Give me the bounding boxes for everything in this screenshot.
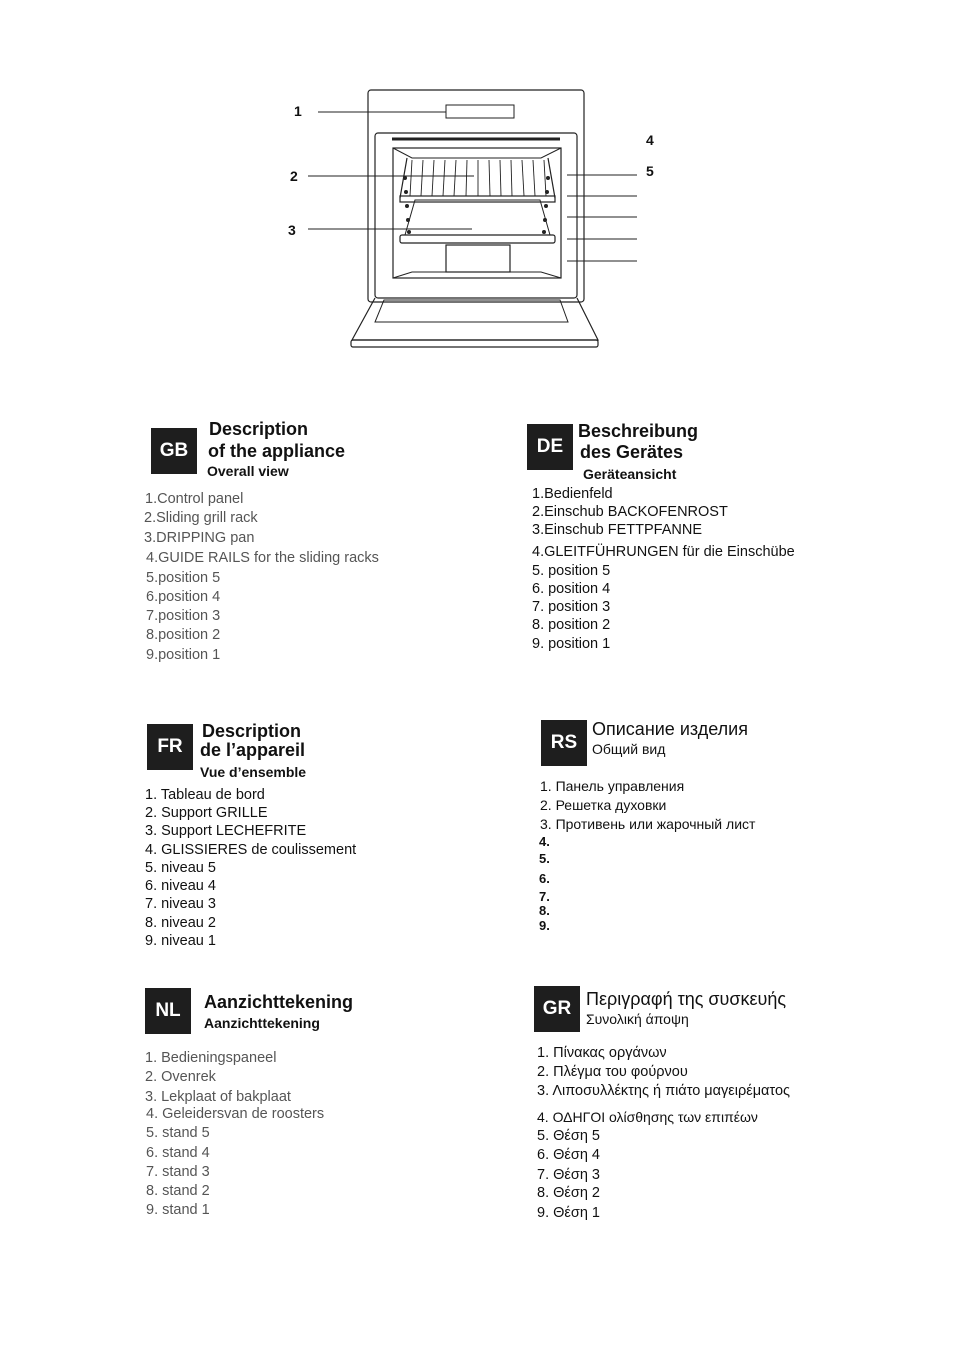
callout-2: 2 <box>290 168 298 184</box>
list-item: 9. niveau 1 <box>145 933 216 949</box>
list-item: 9.position 1 <box>146 647 221 663</box>
list-item: 2. Решетка духовки <box>540 797 667 813</box>
fr-subtitle: Vue d’ensemble <box>200 764 307 780</box>
list-item: 1. Πίνακας οργάνων <box>537 1045 667 1061</box>
list-item: 3. Lekplaat of bakplaat <box>145 1089 291 1105</box>
language-badge-de: DE <box>527 424 573 470</box>
language-badge-rs: RS <box>541 720 587 766</box>
list-item: 7. niveau 3 <box>145 896 216 912</box>
nl-subtitle: Aanzichttekening <box>204 1015 320 1031</box>
list-item: 1.Bedienfeld <box>532 486 613 502</box>
de-subtitle: Geräteansicht <box>583 466 677 482</box>
list-item: 5.position 5 <box>146 570 221 586</box>
callout-4: 4 <box>646 132 654 148</box>
list-item: 6. position 4 <box>532 581 611 597</box>
list-item: 8. Θέση 2 <box>537 1185 600 1201</box>
list-item: 1.Control panel <box>145 491 244 507</box>
rs-title: Описание изделия <box>592 719 748 739</box>
callout-3: 3 <box>288 222 296 238</box>
language-badge-gr: GR <box>534 986 580 1032</box>
list-item: 1. Bedieningspaneel <box>145 1050 277 1066</box>
list-item: 8. stand 2 <box>146 1183 210 1199</box>
list-item: 5. Θέση 5 <box>537 1128 600 1144</box>
list-item: 5. niveau 5 <box>145 860 216 876</box>
list-item: 8. niveau 2 <box>145 915 216 931</box>
list-item: 3.Einschub FETTPFANNE <box>532 522 703 538</box>
list-item: 7. Θέση 3 <box>537 1167 600 1183</box>
gr-title: Περιγραφή της συσκευής <box>586 989 787 1009</box>
list-item: 2. Support GRILLE <box>145 805 268 821</box>
list-item: 2. Ovenrek <box>145 1069 216 1085</box>
list-item: 4. <box>539 834 550 849</box>
gr-subtitle: Συνολική άποψη <box>586 1011 689 1027</box>
list-item: 6.position 4 <box>146 589 221 605</box>
list-item: 3. Противень или жарочный лист <box>540 816 756 832</box>
list-item: 8. position 2 <box>532 617 611 633</box>
language-badge-nl: NL <box>145 988 191 1034</box>
list-item: 8. <box>539 903 550 918</box>
list-item: 3. Λιποσυλλέκτης ή πιάτο μαγειρέματος <box>537 1083 791 1099</box>
list-item: 2.Einschub BACKOFENROST <box>532 504 728 520</box>
callout-5: 5 <box>646 163 654 179</box>
gb-subtitle: Overall view <box>207 463 289 479</box>
language-badge-fr: FR <box>147 724 193 770</box>
list-item: 6. <box>539 871 550 886</box>
list-item: 9. stand 1 <box>146 1202 210 1218</box>
list-item: 3.DRIPPING pan <box>144 530 255 546</box>
fr-title-line1: Description <box>202 721 302 741</box>
list-item: 7. <box>539 889 550 904</box>
de-title-line2: des Gerätes <box>580 442 684 462</box>
list-item: 6. Θέση 4 <box>537 1147 600 1163</box>
list-item: 7. position 3 <box>532 599 611 615</box>
list-item: 8.position 2 <box>146 627 221 643</box>
list-item: 4. GLISSIERES de coulissement <box>145 842 357 858</box>
list-item: 5. stand 5 <box>146 1125 210 1141</box>
list-item: 6. stand 4 <box>146 1145 210 1161</box>
list-item: 4.GUIDE RAILS for the sliding racks <box>146 550 379 566</box>
list-item: 7. stand 3 <box>146 1164 210 1180</box>
list-item: 7.position 3 <box>146 608 221 624</box>
list-item: 9. position 1 <box>532 636 611 652</box>
list-item: 5. position 5 <box>532 563 611 579</box>
list-item: 4. ΟΔΗΓΟΙ ολίσθησης των επιπέων <box>537 1109 758 1125</box>
list-item: 2.Sliding grill rack <box>144 510 258 526</box>
callout-1: 1 <box>294 103 302 119</box>
list-item: 4.GLEITFÜHRUNGEN für die Einschübe <box>532 544 795 560</box>
list-item: 6. niveau 4 <box>145 878 216 894</box>
list-item: 5. <box>539 851 550 866</box>
language-badge-gb: GB <box>151 428 197 474</box>
list-item: 2. Πλέγμα του φούρνου <box>537 1064 688 1080</box>
rs-subtitle: Общий вид <box>592 741 666 757</box>
gb-title-line1: Description <box>209 419 309 439</box>
de-title-line1: Beschreibung <box>578 421 699 441</box>
nl-title: Aanzichttekening <box>204 992 354 1012</box>
list-item: 3. Support LECHEFRITE <box>145 823 307 839</box>
gb-title-line2: of the appliance <box>208 441 346 461</box>
list-item: 9. <box>539 918 550 933</box>
list-item: 1. Tableau de bord <box>145 787 265 803</box>
oven-diagram <box>0 0 954 380</box>
list-item: 1. Панель управления <box>540 778 685 794</box>
list-item: 9. Θέση 1 <box>537 1205 600 1221</box>
list-item: 4. Geleidersvan de roosters <box>146 1106 325 1122</box>
fr-title-line2: de l’appareil <box>200 740 306 760</box>
